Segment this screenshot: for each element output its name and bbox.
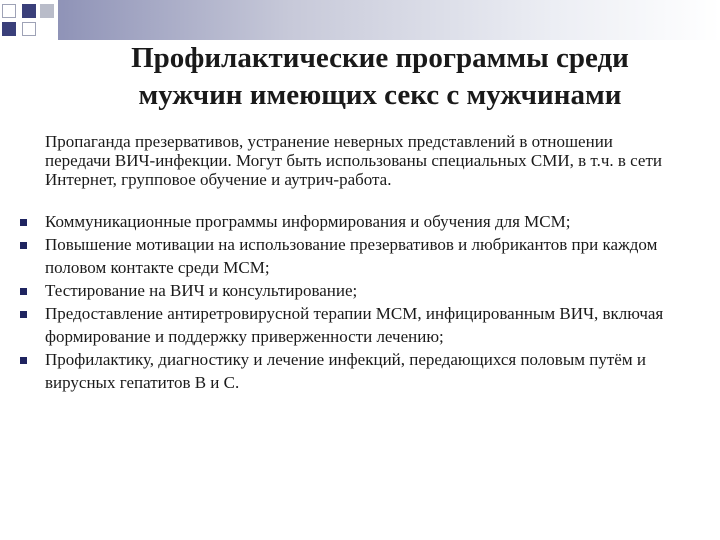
square-bullet-icon	[20, 288, 27, 295]
deco-square	[2, 4, 16, 18]
square-bullet-icon	[20, 357, 27, 364]
list-item	[20, 302, 700, 348]
list-item	[20, 348, 700, 394]
deco-square	[2, 22, 16, 36]
intro-paragraph: Пропаганда презервативов, устранение неверных представлений в отношении передачи ВИЧ-инфекции. Могут быть использованы специальных СМИ, в т.ч. в сети Интернет, групповое обучение и аутрич-работа.	[45, 132, 662, 189]
slide-title-line-2: мужчин имеющих секс с мужчинами	[138, 79, 622, 111]
square-bullet-icon	[20, 311, 27, 318]
list-item	[20, 210, 700, 233]
deco-square	[22, 22, 36, 36]
list-item-text: Предоставление антиретровирусной терапии МСМ, инфицированным ВИЧ, включая формирование и поддержку приверженности лечению;	[45, 304, 664, 346]
list-item-text: Повышение мотивации на использование презервативов и любрикантов при каждом половом контакте среди МСМ;	[45, 235, 658, 277]
slide-title-line-1: Профилактические программы среди	[131, 42, 629, 74]
square-bullet-icon	[20, 242, 27, 249]
slide-title	[60, 40, 700, 114]
list-item-text: Коммуникационные программы информирования и обучения для МСМ;	[45, 212, 571, 231]
deco-square	[40, 4, 54, 18]
list-item-text: Профилактику, диагностику и лечение инфекций, передающихся половым путём и вирусных гепатитов В и С.	[45, 350, 646, 392]
square-bullet-icon	[20, 219, 27, 226]
list-item	[20, 233, 700, 279]
header-gradient-band	[58, 0, 720, 40]
list-item	[20, 279, 700, 302]
bullet-list	[20, 210, 700, 394]
list-item-text: Тестирование на ВИЧ и консультирование;	[45, 281, 358, 300]
deco-square	[22, 4, 36, 18]
